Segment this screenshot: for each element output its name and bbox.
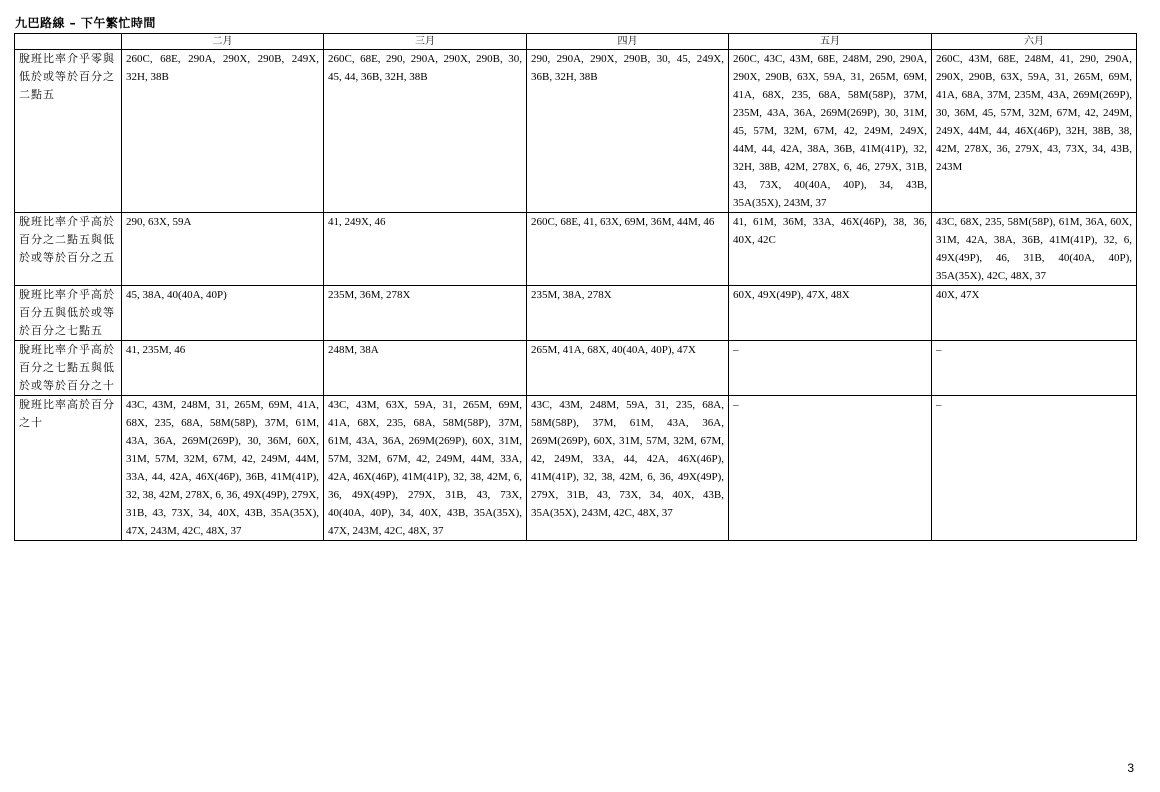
table-cell: – <box>729 396 932 541</box>
table-cell: 235M, 36M, 278X <box>324 286 527 341</box>
table-cell: 40X, 47X <box>932 286 1137 341</box>
column-header-jun: 六月 <box>932 34 1137 50</box>
table-row <box>15 396 1137 541</box>
column-header-feb: 二月 <box>122 34 324 50</box>
column-header-may: 五月 <box>729 34 932 50</box>
table-cell: 43C, 43M, 248M, 59A, 31, 235, 68A, 58M(58P), 37M, 61M, 43A, 36A, 269M(269P), 60X, 31M, 57M, 32M, 67M, 42, 249M, 33A, 44, 42A, 46X(46P), 41M(41P), 32, 38, 42M, 6, 36, 49X(49P), 279X, 31B, 43, 73X, 34, 40X, 43B, 35A(35X), 243M, 42C, 48X, 37 <box>527 396 729 541</box>
table-cell: – <box>932 396 1137 541</box>
table-cell: 45, 38A, 40(40A, 40P) <box>122 286 324 341</box>
table-cell: 43C, 68X, 235, 58M(58P), 61M, 36A, 60X, 31M, 42A, 38A, 36B, 41M(41P), 32, 6, 49X(49P), 46, 31B, 40(40A, 40P), 35A(35X), 42C, 48X, 37 <box>932 213 1137 286</box>
header-corner <box>15 34 122 50</box>
table-row <box>15 286 1137 341</box>
row-category: 脫班比率高於百分之十 <box>15 396 122 541</box>
table-cell: 60X, 49X(49P), 47X, 48X <box>729 286 932 341</box>
table-cell: 260C, 68E, 290, 290A, 290X, 290B, 30, 45, 44, 36B, 32H, 38B <box>324 50 527 213</box>
table-cell: 235M, 38A, 278X <box>527 286 729 341</box>
document-title: 九巴路線 – 下午繁忙時間 <box>15 16 156 30</box>
row-category: 脫班比率介乎高於百分之二點五與低於或等於百分之五 <box>15 213 122 286</box>
table-cell: 260C, 68E, 290A, 290X, 290B, 249X, 32H, 38B <box>122 50 324 213</box>
table-header-row <box>15 34 1137 50</box>
page-number: 3 <box>1127 761 1134 775</box>
table-row <box>15 341 1137 396</box>
table-row <box>15 213 1137 286</box>
table-cell: – <box>932 341 1137 396</box>
row-category: 脫班比率介乎高於百分五與低於或等於百分之七點五 <box>15 286 122 341</box>
table-row <box>15 50 1137 213</box>
table-cell: 248M, 38A <box>324 341 527 396</box>
table-cell: 43C, 43M, 63X, 59A, 31, 265M, 69M, 41A, 68X, 235, 68A, 58M(58P), 37M, 61M, 43A, 36A, 269M(269P), 60X, 31M, 57M, 32M, 67M, 42, 249M, 44M, 33A, 42A, 46X(46P), 41M(41P), 32, 38, 42M, 6, 36, 49X(49P), 279X, 31B, 43, 73X, 40(40A, 40P), 34, 40X, 43B, 35A(35X), 47X, 243M, 42C, 48X, 37 <box>324 396 527 541</box>
table-cell: 41, 61M, 36M, 33A, 46X(46P), 38, 36, 40X, 42C <box>729 213 932 286</box>
table-cell: 260C, 68E, 41, 63X, 69M, 36M, 44M, 46 <box>527 213 729 286</box>
column-header-apr: 四月 <box>527 34 729 50</box>
table-cell: 260C, 43C, 43M, 68E, 248M, 290, 290A, 290X, 290B, 63X, 59A, 31, 265M, 69M, 41A, 68X, 235, 68A, 58M(58P), 37M, 235M, 43A, 36A, 269M(269P), 30, 31M, 45, 57M, 32M, 67M, 42, 249M, 249X, 44M, 44, 42A, 38A, 36B, 41M(41P), 32, 32H, 38B, 42M, 278X, 6, 46, 279X, 31B, 43, 73X, 40(40A, 40P), 34, 43B, 35A(35X), 243M, 37 <box>729 50 932 213</box>
table-cell: 41, 235M, 46 <box>122 341 324 396</box>
column-header-mar: 三月 <box>324 34 527 50</box>
table-cell: 41, 249X, 46 <box>324 213 527 286</box>
table-cell: 290, 290A, 290X, 290B, 30, 45, 249X, 36B, 32H, 38B <box>527 50 729 213</box>
row-category: 脫班比率介乎高於百分之七點五與低於或等於百分之十 <box>15 341 122 396</box>
table-cell: 290, 63X, 59A <box>122 213 324 286</box>
missed-trips-table <box>14 33 1137 541</box>
table-cell: 265M, 41A, 68X, 40(40A, 40P), 47X <box>527 341 729 396</box>
table-cell: – <box>729 341 932 396</box>
row-category: 脫班比率介乎零與低於或等於百分之二點五 <box>15 50 122 213</box>
table-cell: 43C, 43M, 248M, 31, 265M, 69M, 41A, 68X, 235, 68A, 58M(58P), 37M, 61M, 43A, 36A, 269M(269P), 30, 36M, 60X, 31M, 57M, 32M, 67M, 42, 249M, 44M, 33A, 44, 42A, 46X(46P), 36B, 41M(41P), 32, 38, 42M, 278X, 6, 36, 49X(49P), 279X, 31B, 43, 73X, 34, 40X, 43B, 35A(35X), 47X, 243M, 42C, 48X, 37 <box>122 396 324 541</box>
table-cell: 260C, 43M, 68E, 248M, 41, 290, 290A, 290X, 290B, 63X, 59A, 31, 265M, 69M, 41A, 68A, 37M, 235M, 43A, 269M(269P), 30, 36M, 45, 57M, 32M, 67M, 42, 249M, 249X, 44M, 44, 46X(46P), 32H, 38B, 38, 42M, 278X, 36, 279X, 43, 73X, 34, 43B, 243M <box>932 50 1137 213</box>
